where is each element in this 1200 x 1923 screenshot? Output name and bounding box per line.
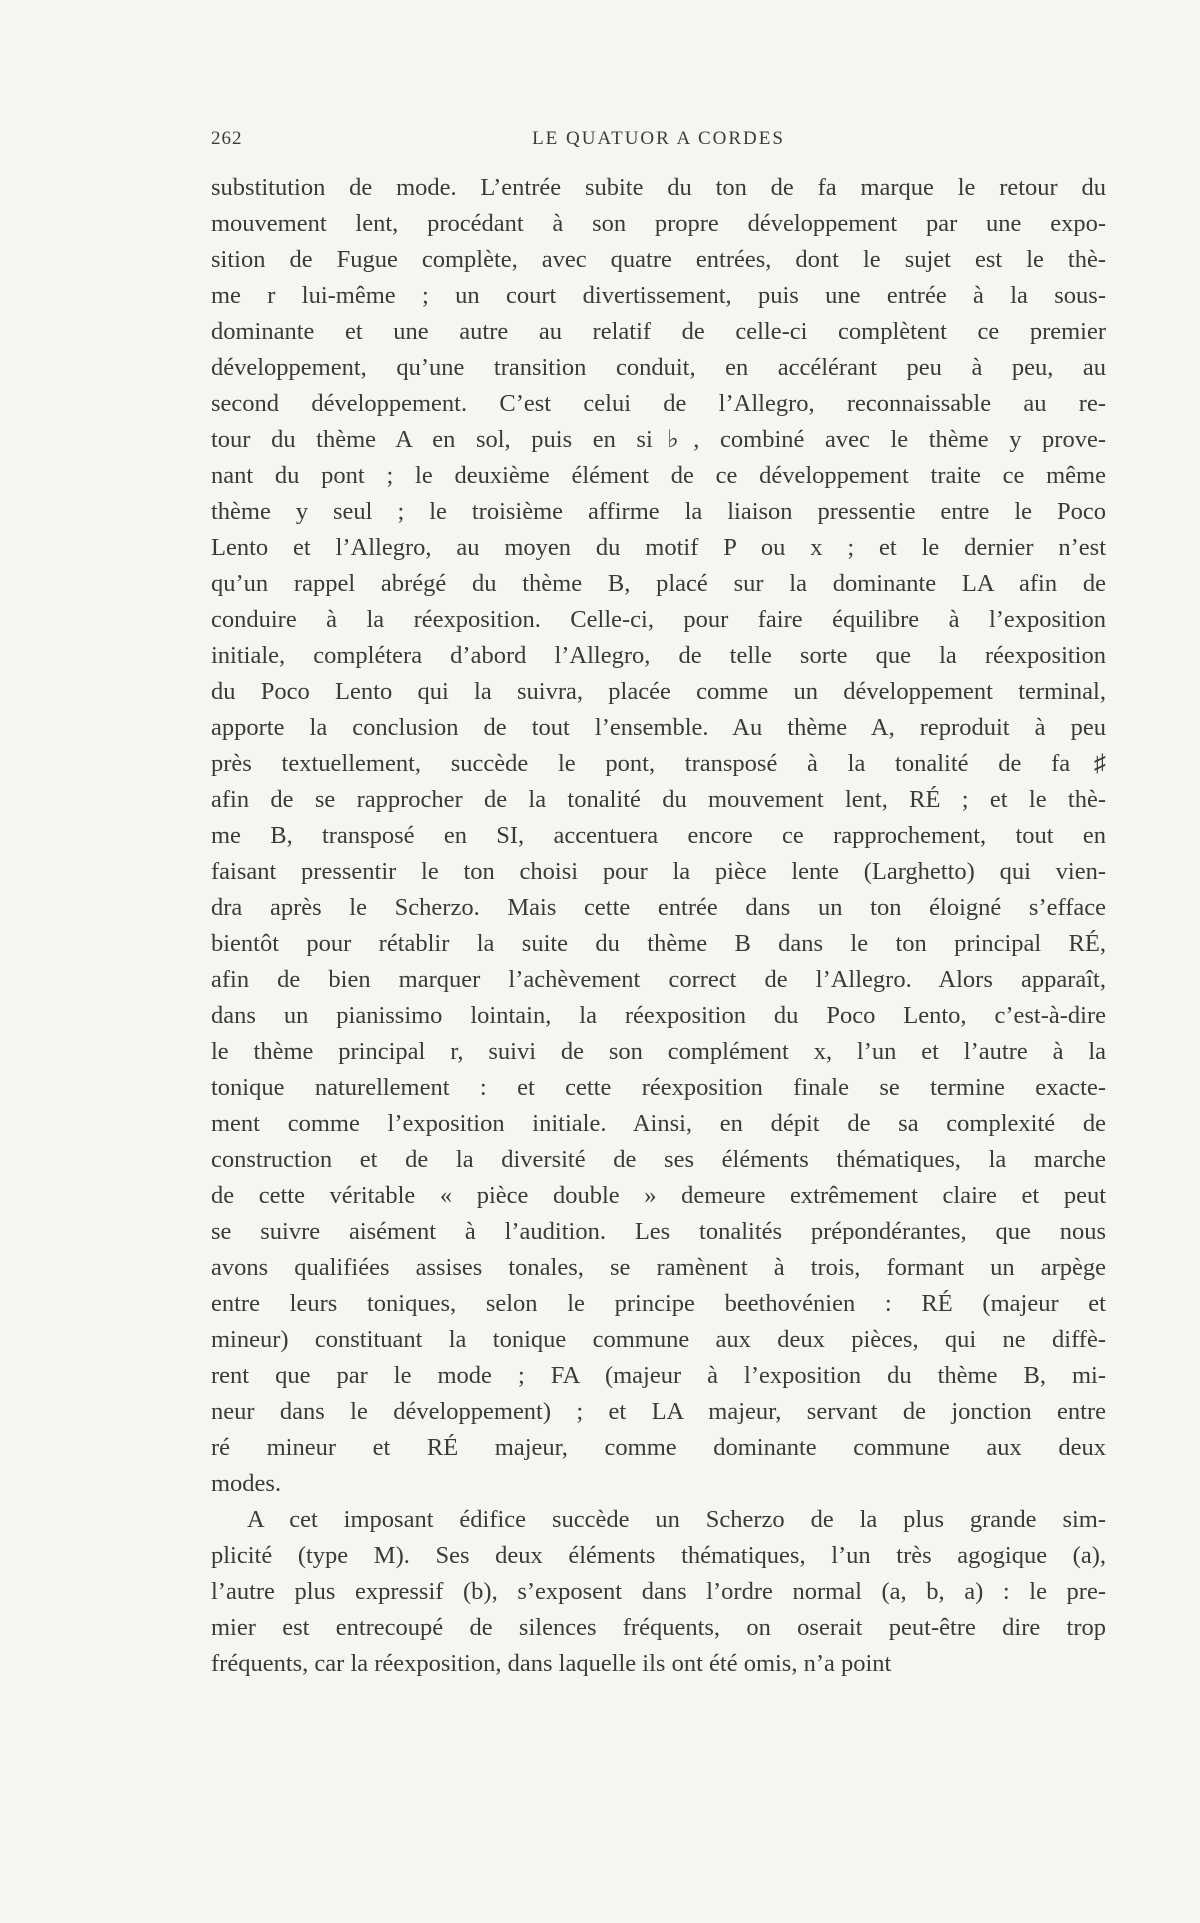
- text-line: substitution de mode. L’entrée subite du ton de fa marque le retour du: [211, 174, 1106, 201]
- text-line: qu’un rappel abrégé du thème B, placé sur la dominante LA afin de: [211, 570, 1106, 597]
- text-line: de cette véritable « pièce double » demeure extrêmement claire et peut: [211, 1182, 1106, 1209]
- text-line: l’autre plus expressif (b), s’exposent dans l’ordre normal (a, b, a) : le pre-: [211, 1578, 1106, 1605]
- text-line: nant du pont ; le deuxième élément de ce développement traite ce même: [211, 462, 1106, 489]
- paragraph: [211, 170, 1106, 1502]
- text-line: me r lui-même ; un court divertissement, puis une entrée à la sous-: [211, 282, 1106, 309]
- text-line: fréquents, car la réexposition, dans laquelle ils ont été omis, n’a point: [211, 1650, 892, 1677]
- text-line: modes.: [211, 1470, 282, 1497]
- text-line: plicité (type M). Ses deux éléments thématiques, l’un très agogique (a),: [211, 1542, 1106, 1569]
- text-line: se suivre aisément à l’audition. Les tonalités prépondérantes, que nous: [211, 1218, 1106, 1245]
- text-line: tour du thème A en sol, puis en si♭, combiné avec le thème y prove-: [211, 426, 1106, 453]
- text-line: thème y seul ; le troisième affirme la liaison pressentie entre le Poco: [211, 498, 1106, 525]
- text-line: rent que par le mode ; FA (majeur à l’exposition du thème B, mi-: [211, 1362, 1106, 1389]
- text-line: développement, qu’une transition conduit, en accélérant peu à peu, au: [211, 354, 1106, 381]
- text-line: le thème principal r, suivi de son complément x, l’un et l’autre à la: [211, 1038, 1106, 1065]
- text-line: mier est entrecoupé de silences fréquents, on oserait peut-être dire trop: [211, 1614, 1106, 1641]
- text-line: dra après le Scherzo. Mais cette entrée dans un ton éloigné s’efface: [211, 894, 1106, 921]
- text-line: initiale, complétera d’abord l’Allegro, de telle sorte que la réexposition: [211, 642, 1106, 669]
- text-line: entre leurs toniques, selon le principe beethovénien : RÉ (majeur et: [211, 1290, 1106, 1317]
- text-line: du Poco Lento qui la suivra, placée comme un développement terminal,: [211, 678, 1106, 705]
- text-line: conduire à la réexposition. Celle-ci, pour faire équilibre à l’exposition: [211, 606, 1106, 633]
- text-line: dans un pianissimo lointain, la réexposition du Poco Lento, c’est-à-dire: [211, 1002, 1106, 1029]
- text-line: tonique naturellement : et cette réexposition finale se termine exacte-: [211, 1074, 1106, 1101]
- text-line: faisant pressentir le ton choisi pour la pièce lente (Larghetto) qui vien-: [211, 858, 1106, 885]
- text-line: mineur) constituant la tonique commune aux deux pièces, qui ne diffè-: [211, 1326, 1106, 1353]
- text-line: neur dans le développement) ; et LA majeur, servant de jonction entre: [211, 1398, 1106, 1425]
- text-line: A cet imposant édifice succède un Scherzo de la plus grande sim-: [247, 1506, 1106, 1533]
- text-line: près textuellement, succède le pont, transposé à la tonalité de fa♯: [211, 750, 1106, 777]
- running-title: LE QUATUOR A CORDES: [532, 128, 785, 149]
- text-line: dominante et une autre au relatif de celle-ci complètent ce premier: [211, 318, 1106, 345]
- text-line: ment comme l’exposition initiale. Ainsi, en dépit de sa complexité de: [211, 1110, 1106, 1137]
- text-line: sition de Fugue complète, avec quatre entrées, dont le sujet est le thè-: [211, 246, 1106, 273]
- page-header: [211, 128, 1106, 154]
- text-line: afin de bien marquer l’achèvement correct de l’Allegro. Alors apparaît,: [211, 966, 1106, 993]
- text-line: apporte la conclusion de tout l’ensemble. Au thème A, reproduit à peu: [211, 714, 1106, 741]
- text-line: bientôt pour rétablir la suite du thème B dans le ton principal RÉ,: [211, 930, 1106, 957]
- page-number: 262: [211, 128, 243, 149]
- body-text: [211, 170, 1106, 1682]
- text-line: me B, transposé en SI, accentuera encore ce rapprochement, tout en: [211, 822, 1106, 849]
- text-line: ré mineur et RÉ majeur, comme dominante commune aux deux: [211, 1434, 1106, 1461]
- text-line: avons qualifiées assises tonales, se ramènent à trois, formant un arpège: [211, 1254, 1106, 1281]
- text-line: mouvement lent, procédant à son propre développement par une expo-: [211, 210, 1106, 237]
- text-line: construction et de la diversité de ses éléments thématiques, la marche: [211, 1146, 1106, 1173]
- text-line: Lento et l’Allegro, au moyen du motif P ou x ; et le dernier n’est: [211, 534, 1106, 561]
- text-line: second développement. C’est celui de l’Allegro, reconnaissable au re-: [211, 390, 1106, 417]
- paragraph: [211, 1502, 1106, 1682]
- text-line: afin de se rapprocher de la tonalité du mouvement lent, RÉ ; et le thè-: [211, 786, 1106, 813]
